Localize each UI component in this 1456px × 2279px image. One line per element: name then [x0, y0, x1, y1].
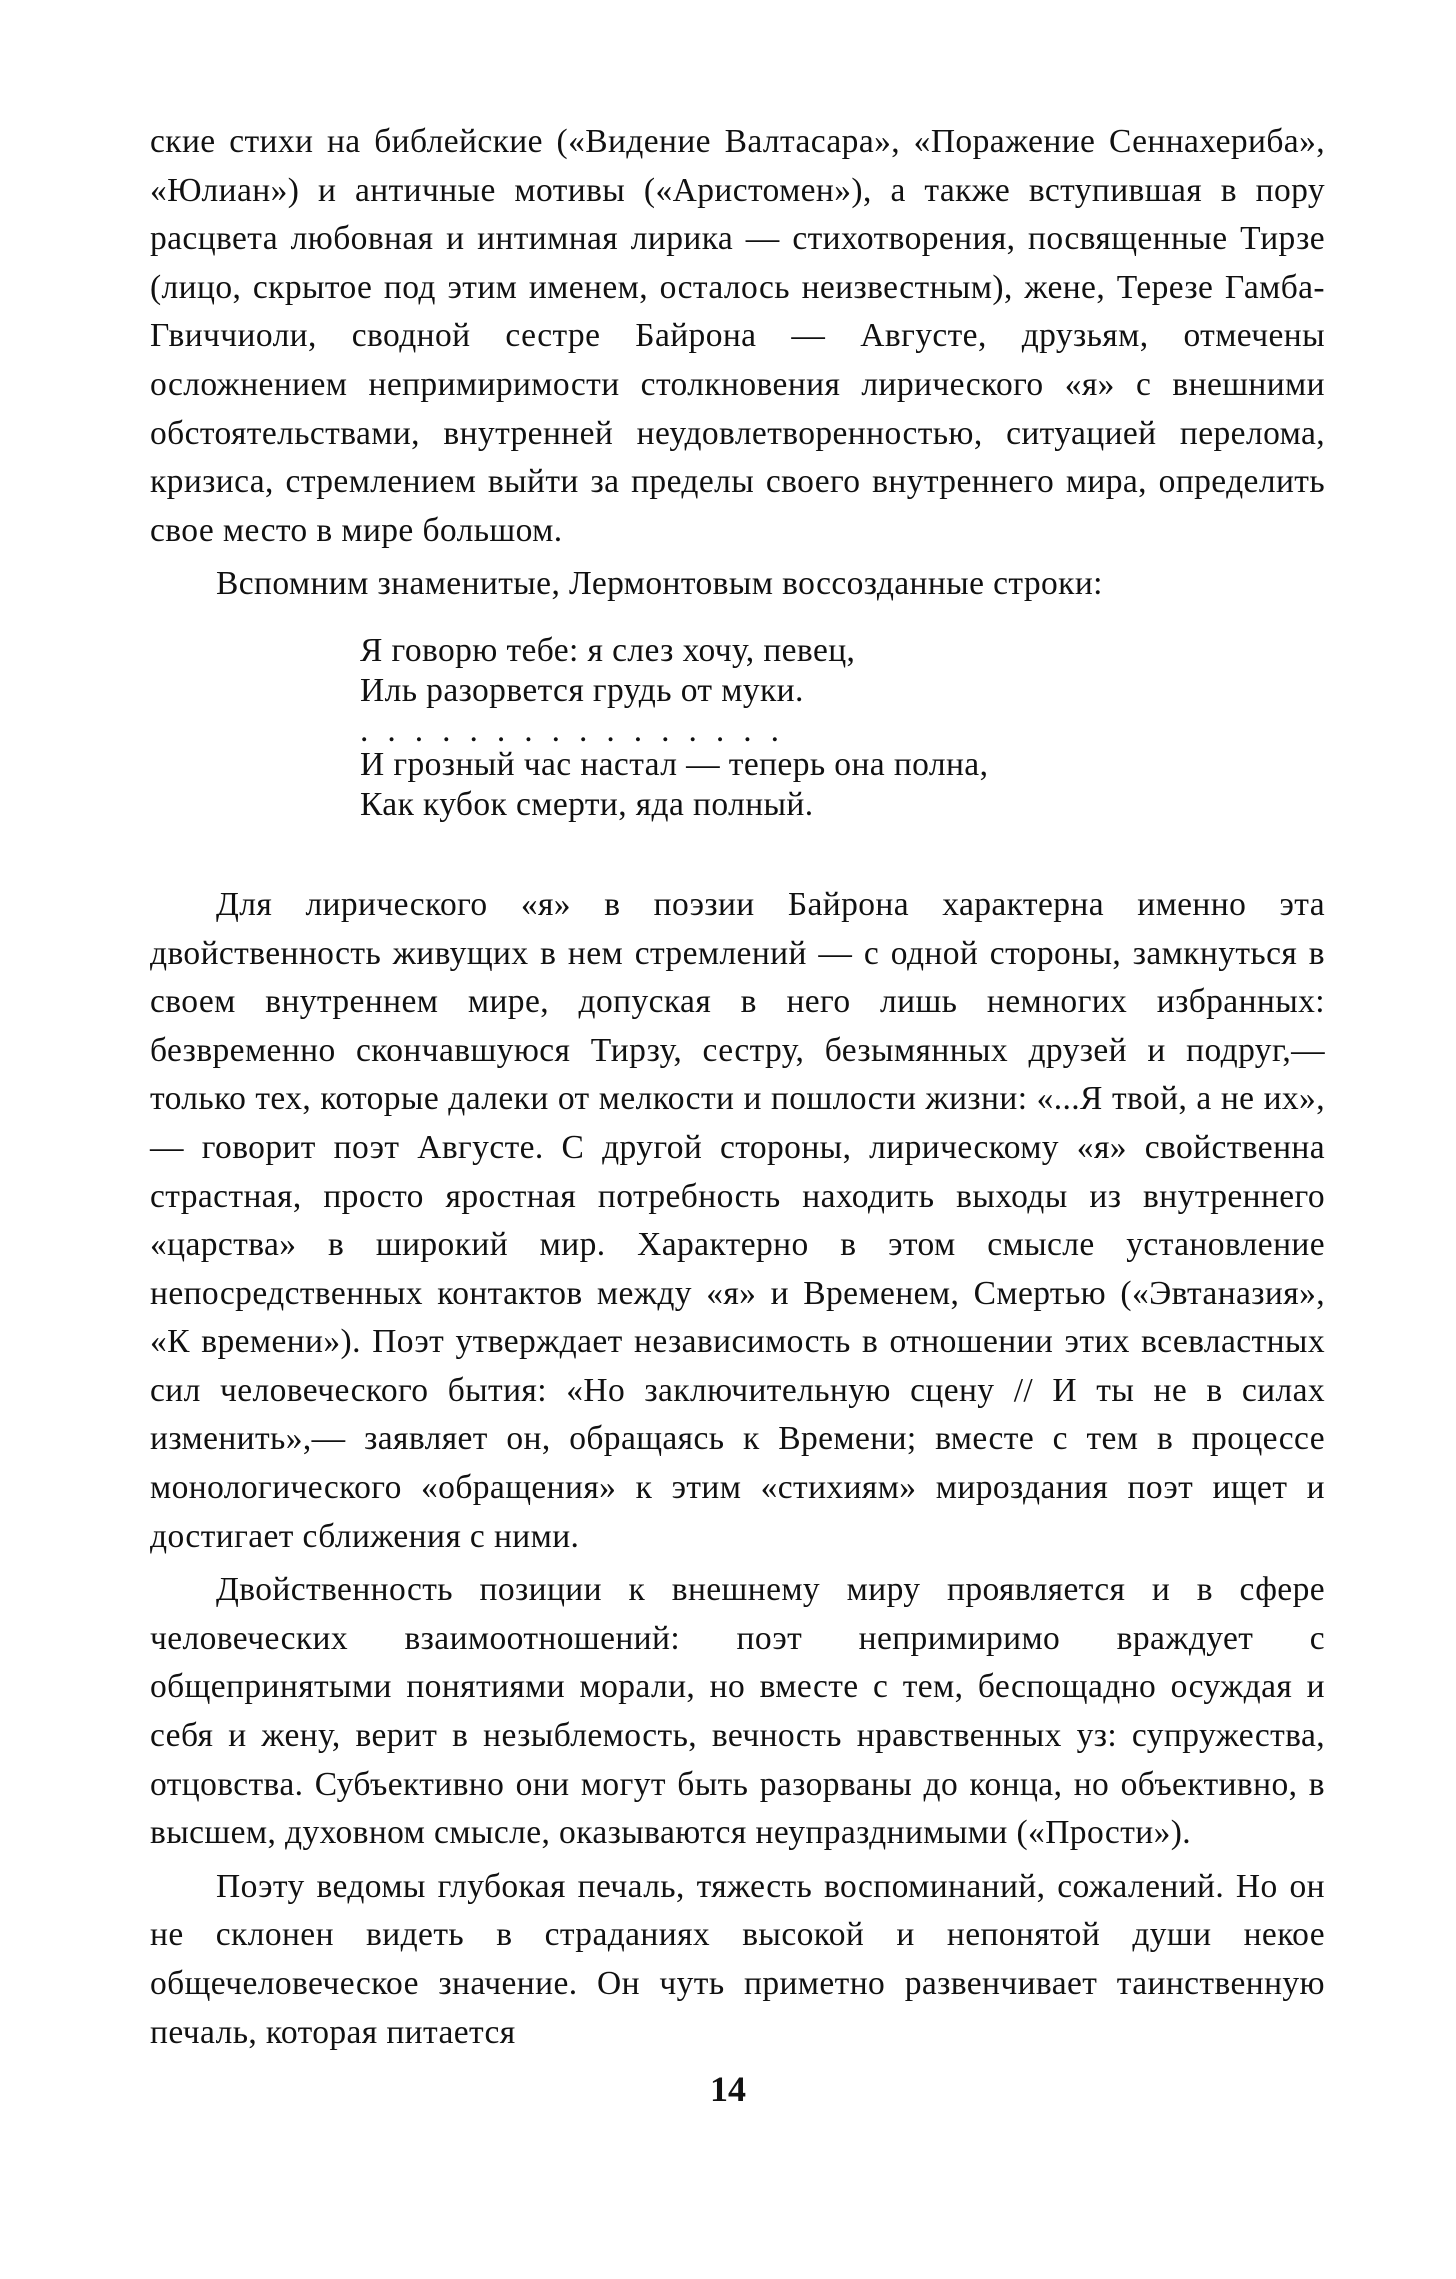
verse-ellipsis: ................	[360, 711, 798, 749]
verse-line-3: И грозный час настал — теперь она полна,	[360, 745, 989, 783]
page-number: 14	[710, 2069, 746, 2109]
paragraph-3: Для лирического «я» в поэзии Байрона характерна именно эта двойственность живущих в нем стремлений — с одной стороны, замкнуться в своем внутреннем мире, допуская в него лишь немногих избранных: безвременно скончавшуюся Тирзу, сестру, безымянных друзей и подруг,— только тех, которые далеки от мелкости и пошлости жизни: «...Я твой, а не их»,— говорит поэт Августе. С другой стороны, лирическому «я» свойственна страстная, просто яростная потребность находить выходы из внутреннего «царства» в широкий мир. Характерно в этом смысле установление непосредственных контактов между «я» и Временем, Смертью («Эвтаназия», «К времени»). Поэт утверждает независимость в отношении этих всевластных сил человеческого бытия: «Но заключительную сцену // И ты не в силах изменить»,— заявляет он, обращаясь к Времени; вместе с тем в процессе монологического «обращения» к этим «стихиям» мироздания поэт ищет и достигает сближения с ними.	[150, 885, 1325, 1555]
paragraph-5: Поэту ведомы глубокая печаль, тяжесть воспоминаний, сожалений. Но он не склонен видеть в страданиях высокой и непонятой души некое общечеловеческое значение. Он чуть приметно развенчивает таинственную печаль, которая питается	[150, 1867, 1325, 2051]
verse-quote	[360, 631, 1325, 825]
paragraph-4: Двойственность позиции к внешнему миру проявляется и в сфере человеческих взаимоотношений: поэт непримиримо враждует с общепринятыми понятиями морали, но вместе с тем, беспощадно осуждая и себя и жену, верит в незыблемость, вечность нравственных уз: супружества, отцовства. Субъективно они могут быть разорваны до конца, но объективно, в высшем, духовном смысле, оказываются неупразднимыми («Прости»).	[150, 1571, 1325, 1852]
verse-line-1: Я говорю тебе: я слез хочу, певец,	[360, 631, 856, 669]
paragraph-1: ские стихи на библейские («Видение Валтасара», «Поражение Сеннахериба», «Юлиан») и античные мотивы («Аристомен»), а также вступившая в пору расцвета любовная и интимная лирика — стихотворения, посвященные Тирзе (лицо, скрытое под этим именем, осталось неизвестным), жене, Терезе Гамба-Гвиччиоли, сводной сестре Байрона — Августе, друзьям, отмечены осложнением непримиримости столкновения лирического «я» с внешними обстоятельствами, внутренней неудовлетворенностью, ситуацией перелома, кризиса, стремлением выйти за пределы своего внутреннего мира, определить свое место в мире большом.	[150, 123, 1325, 549]
verse-line-2: Иль разорвется грудь от муки.	[360, 671, 804, 709]
verse-spacer	[150, 825, 1325, 881]
paragraph-2: Вспомним знаменитые, Лермонтовым воссозданные строки:	[216, 565, 1103, 603]
page-body	[150, 118, 1325, 2057]
verse-line-4: Как кубок смерти, яда полный.	[360, 785, 814, 823]
